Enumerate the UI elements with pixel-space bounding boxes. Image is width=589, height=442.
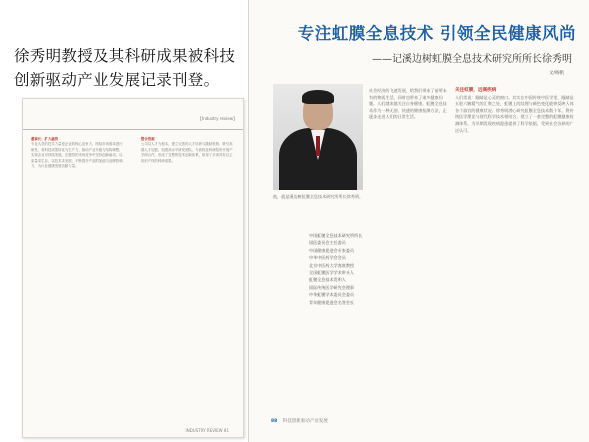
article-right-column xyxy=(455,88,575,402)
article-title: 专注虹膜全息技术 引领全民健康风尚 xyxy=(297,24,576,43)
list-item: 中国健康促进会专家委员 xyxy=(309,247,355,253)
left-subhead-1: 董事长：扩大融资 xyxy=(31,137,59,141)
left-column-2 xyxy=(141,137,235,425)
right-column-text: 人们常说：眼睛是心灵的窗口。其实在中国传统中医学里，眼睛是五脏六腑精气的汇聚之处，虹膜上的纹理与颜色变化能够反映人体各个器官的健康状况。徐秀明潜心研究虹膜全息技术数十年，将传统医学理论与现代科学技术相结合，建立了一套完整的虹膜健康检测体系，为早期发现疾病隐患提供了科学依据，受到社会各界的广泛认可。 xyxy=(455,94,574,133)
page-number: 88 xyxy=(271,419,278,424)
titles-list xyxy=(309,232,419,306)
article-subtitle: ——记溪边树虹膜全息技术研究所所长徐秀明 xyxy=(372,54,572,65)
list-item: 北京中医药大学客座教授 xyxy=(309,262,355,268)
right-magazine-page xyxy=(248,0,589,442)
list-item: 国际传统医学研究会理事 xyxy=(309,284,355,290)
list-item: 全国虹膜医学学术带头人 xyxy=(309,270,355,276)
left-body-text-1: 专业人员的技术力量是企业的核心竞争力，围绕市场需求进行研发，将科技成果转化为生产力，推动产业升级与结构调整，实现企业可持续发展。在激烈的市场竞争中坚持创新驱动，以质量求生存，以技术求发展，不断提升产品附加值与品牌影响力，为行业健康发展贡献力量。 xyxy=(31,142,123,169)
article-middle-column: 社会经济的飞速发展，给我们带来了前所未有的物质生活，同时也带来了诸多健康问题。人们越来越关注自身健康，虹膜全息技术作为一种无创、快速的健康检测方法，正逐步走进人们的日常生活。 xyxy=(369,88,447,120)
list-item: 虹膜全息技术发明人 xyxy=(309,277,346,283)
right-column-subhead: 关注虹膜，远离疾病 xyxy=(455,88,497,93)
list-item: 中华中医药学会会员 xyxy=(309,255,346,261)
portrait-photo xyxy=(273,84,363,190)
portrait-hair xyxy=(302,90,334,104)
left-page-body xyxy=(31,137,235,425)
left-page-footer: INDUSTRY REVIEW 81 xyxy=(185,428,229,433)
left-body-text-2: 公司以人才为根本，建立完善的人才培养与激励机制，吸引高端人才加盟，组建高水平研发团队，与高校及科研院所开展产学研合作，形成了完整的技术创新体系，取得了多项具有自主知识产权的科研成果。 xyxy=(141,142,233,163)
portrait-tie xyxy=(316,136,320,156)
left-column-1 xyxy=(31,137,125,425)
list-item: 青年健康促进会名誉会长 xyxy=(309,299,355,305)
article-byline: 文/杨帆 xyxy=(548,71,564,76)
list-item: 中国虹膜全息技术研究所所长 xyxy=(309,233,363,238)
left-subhead-2: 整合资源 xyxy=(141,137,155,141)
list-item: 中华虹膜学术委员会委员 xyxy=(309,292,355,298)
footer-publication: 科技创新驱动产业发展 xyxy=(282,419,328,424)
article-intro: 他，就是溪边树虹膜全息技术研究所所长徐秀明。 xyxy=(273,194,364,199)
image-caption: 徐秀明教授及其科研成果被科技创新驱动产业发展记录刊登。 xyxy=(14,47,236,89)
list-item: 国医委员会主任委员 xyxy=(309,240,346,246)
left-header-text: 【Industry review】 xyxy=(198,116,237,121)
left-page-header xyxy=(23,115,243,130)
right-page-footer xyxy=(271,418,328,424)
left-magazine-page xyxy=(22,98,244,438)
